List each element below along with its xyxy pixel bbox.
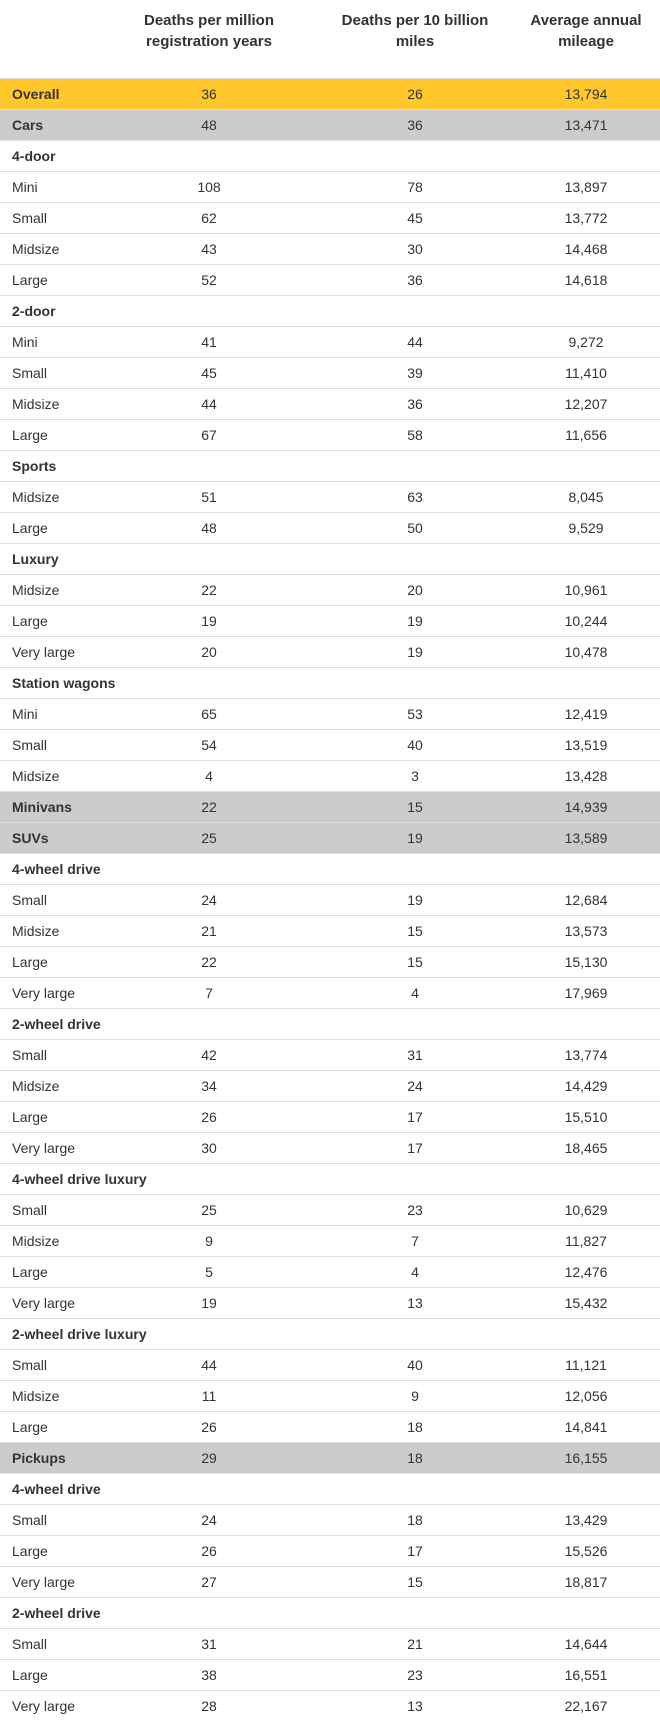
average-annual-mileage-cell: 11,121 (565, 1357, 607, 1373)
deaths-per-million-cell: 67 (201, 427, 217, 443)
deaths-per-million-cell: 42 (201, 1047, 217, 1063)
average-annual-mileage-cell: 14,841 (564, 1419, 608, 1435)
deaths-per-10-billion-miles-cell: 20 (407, 582, 423, 598)
average-annual-mileage-cell: 13,519 (564, 737, 608, 753)
average-annual-mileage-cell (512, 1598, 660, 1629)
average-annual-mileage-cell: 8,045 (568, 489, 604, 505)
deaths-per-10-billion-miles-cell: 63 (407, 489, 423, 505)
row-label: Midsize (12, 241, 60, 257)
deaths-per-10-billion-miles-cell: 3 (411, 768, 419, 784)
row-label: Midsize (12, 1388, 60, 1404)
row-label: Very large (12, 1698, 76, 1715)
table-row (0, 606, 660, 637)
row-label: Midsize (12, 1233, 60, 1249)
deaths-per-million-cell: 19 (201, 613, 217, 629)
average-annual-mileage-cell: 18,817 (564, 1574, 608, 1590)
deaths-per-million-cell: 11 (201, 1388, 217, 1404)
deaths-per-million-cell: 26 (201, 1109, 217, 1125)
sub-row (0, 1474, 660, 1505)
deaths-per-10-billion-miles-cell (318, 296, 512, 327)
deaths-per-10-billion-miles-cell (318, 668, 512, 699)
highlight-row (0, 79, 660, 110)
table-row (0, 1040, 660, 1071)
row-label: 2-wheel drive luxury (12, 1326, 147, 1342)
deaths-per-10-billion-miles-cell: 15 (407, 923, 423, 939)
row-label: Small (12, 365, 48, 381)
average-annual-mileage-cell (512, 1164, 660, 1195)
table-row (0, 1629, 660, 1660)
row-label: Large (12, 1419, 48, 1435)
sub-row (0, 1319, 660, 1350)
average-annual-mileage-cell: 13,589 (564, 830, 608, 846)
table-row (0, 730, 660, 761)
average-annual-mileage-cell: 14,468 (564, 241, 608, 257)
table-row (0, 1195, 660, 1226)
average-annual-mileage-cell: 13,429 (564, 1512, 608, 1528)
deaths-per-10-billion-miles-cell: 18 (407, 1419, 423, 1435)
major-row (0, 1443, 660, 1474)
deaths-per-10-billion-miles-cell (318, 1474, 512, 1505)
row-label: Small (12, 1202, 48, 1218)
deaths-per-million-cell: 34 (201, 1078, 217, 1094)
table-row (0, 637, 660, 668)
row-label: Small (12, 1357, 48, 1373)
table-row (0, 947, 660, 978)
major-row (0, 792, 660, 823)
row-label: Pickups (12, 1450, 66, 1466)
deaths-per-million-cell (100, 141, 318, 172)
row-label: Mini (12, 334, 38, 350)
deaths-per-million-cell (100, 1598, 318, 1629)
deaths-per-million-cell: 52 (201, 272, 217, 288)
deaths-per-10-billion-miles-cell: 18 (407, 1450, 423, 1466)
deaths-per-million-cell (100, 854, 318, 885)
row-label: Midsize (12, 582, 60, 598)
deaths-per-million-cell: 51 (201, 489, 217, 505)
deaths-per-million-cell: 65 (201, 706, 217, 722)
table-row (0, 1505, 660, 1536)
row-label: 2-wheel drive (12, 1016, 101, 1032)
table-row (0, 1691, 660, 1722)
deaths-per-10-billion-miles-cell: 17 (407, 1140, 423, 1156)
deaths-per-million-cell: 25 (201, 830, 217, 846)
table-row (0, 1660, 660, 1691)
deaths-per-million-cell: 4 (205, 768, 213, 784)
row-label: Station wagons (12, 675, 116, 691)
average-annual-mileage-cell: 10,961 (564, 582, 608, 598)
deaths-per-million-cell: 25 (201, 1202, 217, 1218)
row-label: Midsize (12, 768, 60, 784)
row-label: Large (12, 954, 48, 970)
average-annual-mileage-cell: 15,432 (564, 1295, 608, 1311)
row-label: Very large (12, 985, 76, 1001)
average-annual-mileage-cell: 14,644 (564, 1636, 608, 1652)
deaths-per-10-billion-miles-cell: 15 (407, 1574, 423, 1590)
deaths-per-10-billion-miles-cell: 9 (411, 1388, 419, 1404)
average-annual-mileage-cell: 13,897 (564, 179, 608, 195)
row-label: Small (12, 737, 48, 753)
average-annual-mileage-cell: 15,510 (564, 1109, 608, 1125)
deaths-per-million-cell: 9 (205, 1233, 213, 1249)
deaths-per-10-billion-miles-cell: 18 (407, 1512, 423, 1528)
row-label: Large (12, 520, 48, 536)
row-label: 4-wheel drive luxury (12, 1171, 147, 1187)
table-row (0, 172, 660, 203)
major-row (0, 823, 660, 854)
table-row (0, 1381, 660, 1412)
row-label: Very large (12, 1140, 76, 1156)
row-label: Luxury (12, 551, 59, 567)
row-label: Small (12, 1512, 48, 1528)
average-annual-mileage-cell: 13,428 (564, 768, 608, 784)
header-vehicle-type (0, 0, 100, 79)
deaths-per-10-billion-miles-cell: 30 (407, 241, 423, 257)
average-annual-mileage-cell (512, 296, 660, 327)
deaths-per-million-cell: 22 (201, 582, 217, 598)
deaths-per-million-cell (100, 1009, 318, 1040)
row-label: 2-wheel drive (12, 1605, 101, 1621)
table-row (0, 482, 660, 513)
average-annual-mileage-cell: 13,573 (564, 923, 608, 939)
average-annual-mileage-cell (512, 1474, 660, 1505)
average-annual-mileage-cell: 12,207 (564, 396, 608, 412)
row-label: Very large (12, 1295, 76, 1311)
deaths-per-million-cell: 22 (201, 799, 217, 815)
average-annual-mileage-cell (512, 451, 660, 482)
deaths-per-10-billion-miles-cell: 19 (407, 644, 423, 660)
table-row (0, 916, 660, 947)
deaths-per-10-billion-miles-cell (318, 1319, 512, 1350)
table-row (0, 265, 660, 296)
deaths-per-10-billion-miles-cell (318, 1164, 512, 1195)
deaths-per-million-cell (100, 451, 318, 482)
sub-row (0, 141, 660, 172)
row-label: Mini (12, 706, 38, 722)
deaths-per-10-billion-miles-cell: 17 (407, 1543, 423, 1559)
average-annual-mileage-cell (512, 1319, 660, 1350)
row-label: Midsize (12, 396, 60, 412)
deaths-per-10-billion-miles-cell: 21 (407, 1636, 423, 1652)
sub-row (0, 451, 660, 482)
deaths-per-million-cell: 38 (201, 1667, 217, 1683)
deaths-per-10-billion-miles-cell: 78 (407, 179, 423, 195)
table-row (0, 1536, 660, 1567)
row-label: Small (12, 210, 48, 226)
header-deaths-per-10-billion-miles: Deaths per 10 billion miles (341, 12, 489, 50)
row-label: Small (12, 892, 48, 908)
average-annual-mileage-cell: 14,618 (564, 272, 608, 288)
average-annual-mileage-cell (512, 854, 660, 885)
deaths-per-million-cell: 22 (201, 954, 217, 970)
deaths-per-10-billion-miles-cell: 4 (411, 985, 419, 1001)
deaths-per-10-billion-miles-cell: 40 (407, 1357, 423, 1373)
average-annual-mileage-cell: 10,244 (564, 613, 608, 629)
deaths-per-10-billion-miles-cell: 19 (407, 613, 423, 629)
row-label: Mini (12, 179, 38, 195)
row-label: Large (12, 427, 48, 443)
row-label: Small (12, 1047, 48, 1063)
table-row (0, 203, 660, 234)
table-row (0, 1288, 660, 1319)
header-row (0, 0, 660, 79)
sub-row (0, 296, 660, 327)
sub-row (0, 668, 660, 699)
table-row (0, 761, 660, 792)
deaths-per-million-cell: 20 (201, 644, 217, 660)
header-deaths-per-million: Deaths per million registration years (143, 12, 275, 50)
table-row (0, 327, 660, 358)
deaths-per-million-cell: 44 (201, 396, 217, 412)
deaths-per-10-billion-miles-cell: 15 (407, 954, 423, 970)
deaths-per-million-cell: 26 (201, 1543, 217, 1559)
header-average-annual-mileage: Average annual mileage (530, 12, 642, 50)
average-annual-mileage-cell: 15,526 (564, 1543, 608, 1559)
average-annual-mileage-cell: 22,167 (564, 1698, 608, 1715)
deaths-per-million-cell: 31 (201, 1636, 217, 1652)
average-annual-mileage-cell: 12,476 (564, 1264, 608, 1280)
average-annual-mileage-cell: 17,969 (564, 985, 608, 1001)
deaths-per-million-cell: 24 (201, 892, 217, 908)
row-label: Large (12, 1264, 48, 1280)
row-label: Large (12, 613, 48, 629)
deaths-per-10-billion-miles-cell: 40 (407, 737, 423, 753)
deaths-per-10-billion-miles-cell: 13 (407, 1698, 423, 1715)
table-header (0, 0, 660, 79)
table-row (0, 1567, 660, 1598)
deaths-per-million-cell: 48 (201, 117, 217, 133)
deaths-per-10-billion-miles-cell: 36 (407, 396, 423, 412)
deaths-per-10-billion-miles-cell (318, 854, 512, 885)
average-annual-mileage-cell: 13,471 (564, 117, 608, 133)
row-label: Cars (12, 117, 44, 133)
row-label: SUVs (12, 830, 49, 846)
average-annual-mileage-cell: 14,429 (564, 1078, 608, 1094)
deaths-per-million-cell: 108 (197, 179, 221, 195)
average-annual-mileage-cell: 9,529 (568, 520, 604, 536)
row-label: Very large (12, 644, 76, 660)
deaths-per-10-billion-miles-cell: 13 (407, 1295, 423, 1311)
deaths-per-10-billion-miles-cell: 39 (407, 365, 423, 381)
table-row (0, 389, 660, 420)
average-annual-mileage-cell: 12,684 (564, 892, 608, 908)
average-annual-mileage-cell (512, 141, 660, 172)
deaths-per-million-cell: 45 (201, 365, 217, 381)
row-label: Large (12, 1109, 48, 1125)
deaths-per-million-cell: 19 (201, 1295, 217, 1311)
deaths-per-10-billion-miles-cell: 24 (407, 1078, 423, 1094)
deaths-per-10-billion-miles-cell (318, 141, 512, 172)
sub-row (0, 544, 660, 575)
deaths-per-million-cell: 43 (201, 241, 217, 257)
row-label: Large (12, 1667, 48, 1683)
deaths-per-10-billion-miles-cell: 17 (407, 1109, 423, 1125)
table-row (0, 1257, 660, 1288)
deaths-per-million-cell: 24 (201, 1512, 217, 1528)
deaths-per-10-billion-miles-cell: 44 (407, 334, 423, 350)
table-row (0, 1133, 660, 1164)
average-annual-mileage-cell: 16,551 (564, 1667, 608, 1683)
average-annual-mileage-cell (512, 668, 660, 699)
deaths-per-10-billion-miles-cell: 50 (407, 520, 423, 536)
sub-row (0, 1598, 660, 1629)
deaths-per-10-billion-miles-cell: 26 (407, 86, 423, 102)
table-row (0, 978, 660, 1009)
deaths-per-10-billion-miles-cell: 53 (407, 706, 423, 722)
table-row (0, 1350, 660, 1381)
average-annual-mileage-cell: 12,056 (564, 1388, 608, 1404)
deaths-per-10-billion-miles-cell: 45 (407, 210, 423, 226)
deaths-per-10-billion-miles-cell: 7 (411, 1233, 419, 1249)
deaths-per-10-billion-miles-cell: 19 (407, 892, 423, 908)
average-annual-mileage-cell: 10,478 (564, 644, 608, 660)
deaths-per-million-cell (100, 1474, 318, 1505)
deaths-per-million-cell (100, 668, 318, 699)
average-annual-mileage-cell: 15,130 (564, 954, 608, 970)
deaths-per-million-cell: 62 (201, 210, 217, 226)
row-label: Small (12, 1636, 48, 1652)
table-row (0, 885, 660, 916)
average-annual-mileage-cell: 9,272 (568, 334, 604, 350)
deaths-per-million-cell: 36 (201, 86, 217, 102)
deaths-per-million-cell: 28 (201, 1698, 217, 1715)
table-row (0, 1071, 660, 1102)
table-row (0, 575, 660, 606)
table-row (0, 358, 660, 389)
average-annual-mileage-cell (512, 1009, 660, 1040)
row-label: Midsize (12, 489, 60, 505)
deaths-per-10-billion-miles-cell: 23 (407, 1202, 423, 1218)
row-label: 4-door (12, 148, 56, 164)
deaths-per-10-billion-miles-cell (318, 1598, 512, 1629)
average-annual-mileage-cell: 14,939 (564, 799, 608, 815)
deaths-per-million-cell (100, 544, 318, 575)
average-annual-mileage-cell: 10,629 (564, 1202, 608, 1218)
average-annual-mileage-cell: 13,774 (564, 1047, 608, 1063)
average-annual-mileage-cell: 18,465 (564, 1140, 608, 1156)
average-annual-mileage-cell: 13,794 (564, 86, 608, 102)
deaths-per-10-billion-miles-cell: 19 (407, 830, 423, 846)
deaths-per-10-billion-miles-cell: 58 (407, 427, 423, 443)
table-row (0, 1102, 660, 1133)
deaths-per-10-billion-miles-cell: 23 (407, 1667, 423, 1683)
row-label: Large (12, 272, 48, 288)
deaths-per-10-billion-miles-cell: 36 (407, 272, 423, 288)
table-row (0, 513, 660, 544)
table-body (0, 79, 660, 1722)
average-annual-mileage-cell: 12,419 (564, 706, 608, 722)
row-label: Minivans (12, 799, 72, 815)
sub-row (0, 1164, 660, 1195)
deaths-per-10-billion-miles-cell: 15 (407, 799, 423, 815)
row-label: 2-door (12, 303, 56, 319)
deaths-per-million-cell: 29 (201, 1450, 217, 1466)
average-annual-mileage-cell: 11,410 (565, 365, 607, 381)
deaths-per-10-billion-miles-cell: 31 (407, 1047, 423, 1063)
major-row (0, 110, 660, 141)
row-label: 4-wheel drive (12, 1481, 101, 1497)
average-annual-mileage-cell: 16,155 (564, 1450, 608, 1466)
average-annual-mileage-cell: 13,772 (564, 210, 608, 226)
sub-row (0, 1009, 660, 1040)
table-row (0, 234, 660, 265)
deaths-per-million-cell: 21 (201, 923, 217, 939)
deaths-per-million-cell: 30 (201, 1140, 217, 1156)
average-annual-mileage-cell (512, 544, 660, 575)
row-label: Midsize (12, 923, 60, 939)
row-label: 4-wheel drive (12, 861, 101, 877)
deaths-per-million-cell: 26 (201, 1419, 217, 1435)
deaths-per-10-billion-miles-cell (318, 544, 512, 575)
deaths-per-10-billion-miles-cell (318, 1009, 512, 1040)
deaths-per-million-cell: 5 (205, 1264, 213, 1280)
row-label: Midsize (12, 1078, 60, 1094)
table-row (0, 699, 660, 730)
average-annual-mileage-cell: 11,827 (565, 1233, 607, 1249)
average-annual-mileage-cell: 11,656 (565, 427, 607, 443)
deaths-per-million-cell: 48 (201, 520, 217, 536)
deaths-per-10-billion-miles-cell: 4 (411, 1264, 419, 1280)
row-label: Very large (12, 1574, 76, 1590)
deaths-per-million-cell: 27 (201, 1574, 217, 1590)
deaths-per-million-cell: 54 (201, 737, 217, 753)
row-label: Overall (12, 86, 60, 102)
sub-row (0, 854, 660, 885)
deaths-per-10-billion-miles-cell: 36 (407, 117, 423, 133)
deaths-per-million-cell: 41 (201, 334, 217, 350)
table-row (0, 420, 660, 451)
deaths-per-million-cell (100, 296, 318, 327)
deaths-per-million-cell: 7 (205, 985, 213, 1001)
row-label: Sports (12, 458, 57, 474)
table-row (0, 1412, 660, 1443)
deaths-per-million-cell: 44 (201, 1357, 217, 1373)
table-row (0, 1226, 660, 1257)
row-label: Large (12, 1543, 48, 1559)
deaths-per-10-billion-miles-cell (318, 451, 512, 482)
